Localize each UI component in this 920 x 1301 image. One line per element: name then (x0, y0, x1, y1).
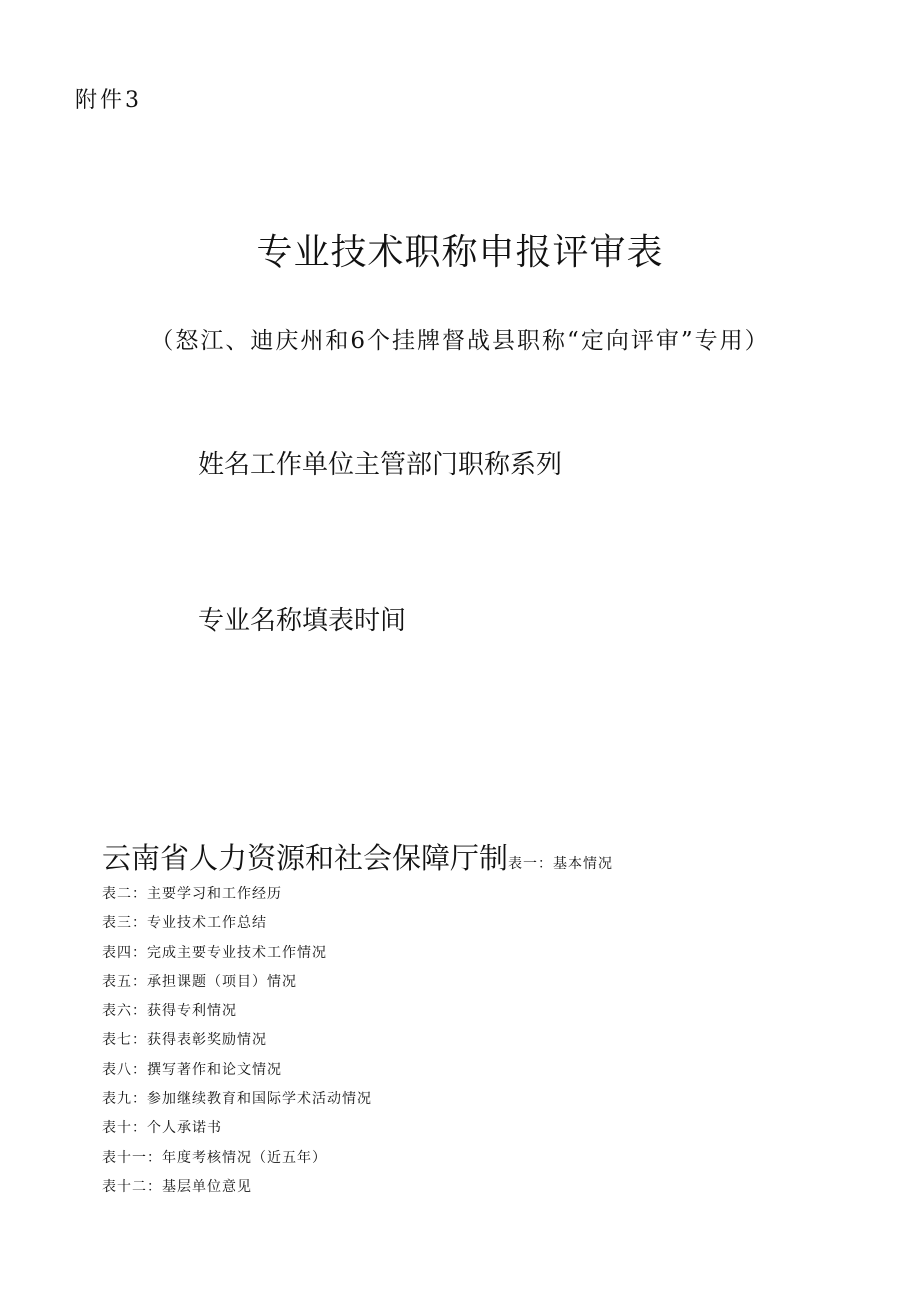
contents-item: 表五：承担课题（项目）情况 (102, 973, 297, 990)
contents-item: 表四：完成主要专业技术工作情况 (102, 944, 327, 961)
attachment-label: 附件3 (75, 88, 142, 113)
contents-item: 表十二：基层单位意见 (102, 1178, 252, 1195)
issuing-authority: 云南省人力资源和社会保障厅制 (102, 841, 509, 875)
contents-item: 表十一：年度考核情况（近五年） (102, 1149, 327, 1166)
contents-item: 表九：参加继续教育和国际学术活动情况 (102, 1091, 372, 1108)
issuer-row (102, 836, 613, 880)
contents-item: 表十：个人承诺书 (102, 1120, 222, 1137)
contents-item: 表二：主要学习和工作经历 (102, 886, 282, 902)
contents-item: 表八：撰写著作和论文情况 (102, 1061, 282, 1078)
form-title: 专业技术职称申报评审表 (256, 232, 664, 273)
contents-item: 表三：专业技术工作总结 (102, 915, 267, 932)
applicant-fields-line-1: 姓名工作单位主管部门职称系列 (198, 450, 563, 480)
contents-item: 表一：基本情况 (508, 856, 614, 872)
applicant-fields-line-2: 专业名称填表时间 (198, 606, 407, 636)
contents-list (102, 880, 372, 1202)
contents-item: 表七：获得表彰奖励情况 (102, 1032, 267, 1049)
contents-item: 表六：获得专利情况 (102, 1003, 237, 1020)
form-subtitle: （怒江、迪庆州和6个挂牌督战县职称“定向评审”专用） (150, 328, 770, 354)
